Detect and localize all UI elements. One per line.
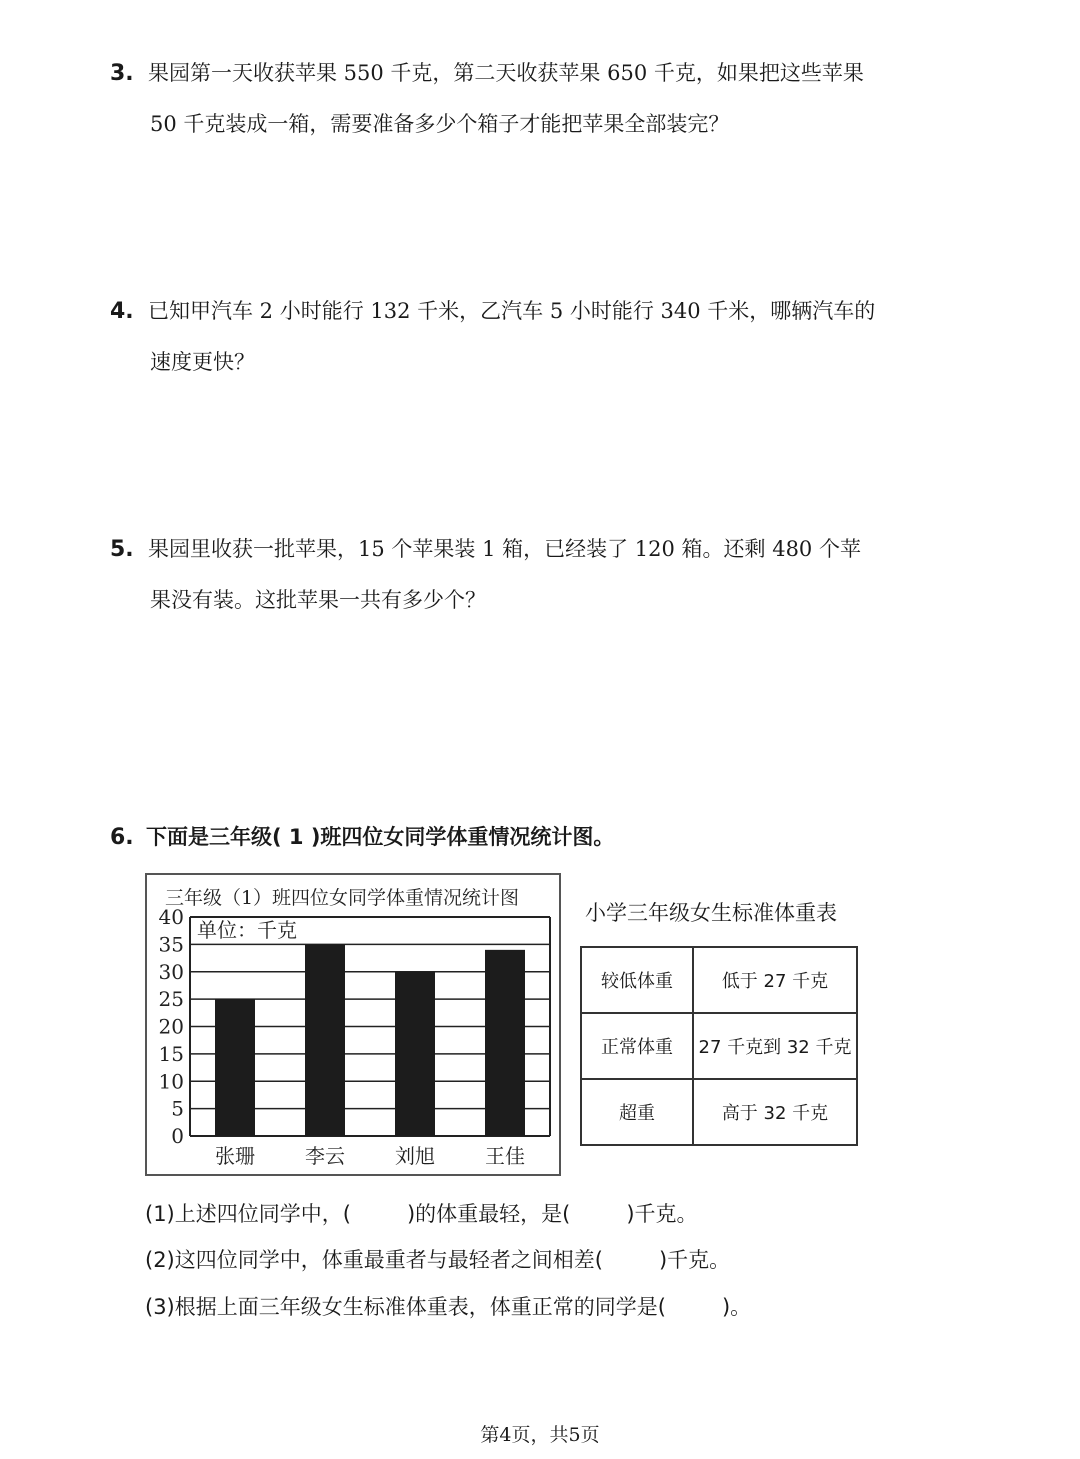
question-number: 6. — [110, 825, 134, 850]
table-cell-label: 正常体重 — [581, 1013, 693, 1079]
question-number: 5. — [110, 537, 134, 562]
question-number: 4. — [110, 299, 134, 324]
bar — [485, 950, 525, 1136]
table-cell-label: 较低体重 — [581, 947, 693, 1013]
table-cell-label: 超重 — [581, 1079, 693, 1145]
subquestion-text: )。 — [721, 1295, 752, 1319]
table-row — [581, 947, 857, 1013]
subquestion-text: (2)这四位同学中，体重最重者与最轻者之间相差( — [145, 1248, 603, 1272]
subquestion-2 — [145, 1244, 730, 1274]
question-text: 下面是三年级( 1 )班四位女同学体重情况统计图。 — [146, 825, 615, 849]
subquestion-text: )的体重最轻，是( — [406, 1202, 571, 1226]
question-text-line: 果园里收获一批苹果，15 个苹果装 1 箱，已经装了 120 箱。还剩 480 个苹 — [148, 537, 861, 561]
table-cell-value: 27 千克到 32 千克 — [693, 1013, 857, 1079]
subquestion-3 — [145, 1291, 751, 1321]
question-6 — [110, 812, 910, 863]
question-3 — [110, 48, 910, 149]
chart-unit-label: 单位：千克 — [197, 918, 297, 942]
table-row — [581, 1079, 857, 1145]
question-text-line: 果园第一天收获苹果 550 千克，第二天收获苹果 650 千克，如果把这些苹果 — [148, 61, 864, 85]
subquestion-text: (3)根据上面三年级女生标准体重表，体重正常的同学是( — [145, 1295, 666, 1319]
table-cell-value: 高于 32 千克 — [693, 1079, 857, 1145]
x-tick-label: 刘旭 — [395, 1144, 435, 1168]
y-tick-label: 35 — [158, 932, 184, 957]
page-footer: 第4页，共5页 — [480, 1424, 600, 1446]
y-tick-label: 0 — [171, 1124, 184, 1148]
y-tick-label: 10 — [158, 1069, 184, 1094]
y-tick-label: 40 — [158, 905, 184, 929]
bar — [215, 999, 255, 1136]
x-tick-label: 王佳 — [485, 1144, 525, 1168]
y-tick-label: 15 — [158, 1041, 184, 1066]
question-text-line: 速度更快？ — [150, 350, 255, 374]
question-text-line: 50 千克装成一箱，需要准备多少个箱子才能把苹果全部装完？ — [150, 112, 730, 136]
question-4 — [110, 286, 910, 387]
x-tick-label: 李云 — [305, 1144, 345, 1168]
question-5 — [110, 524, 910, 625]
y-tick-label: 25 — [158, 987, 184, 1012]
table-row — [581, 1013, 857, 1079]
standard-weight-table — [580, 946, 858, 1146]
table-cell-value: 低于 27 千克 — [693, 947, 857, 1013]
bar — [395, 972, 435, 1136]
y-tick-label: 20 — [158, 1014, 184, 1039]
subquestion-text: (1)上述四位同学中，( — [145, 1202, 351, 1226]
question-text-line: 已知甲汽车 2 小时能行 132 千米，乙汽车 5 小时能行 340 千米，哪辆汽车的 — [148, 299, 876, 323]
bar-chart — [145, 873, 561, 1176]
x-tick-label: 张珊 — [215, 1144, 255, 1168]
question-text-line: 果没有装。这批苹果一共有多少个？ — [150, 588, 486, 612]
subquestion-text: )千克。 — [626, 1202, 698, 1226]
subquestion-1 — [145, 1198, 698, 1228]
bar — [305, 944, 345, 1136]
y-tick-label: 30 — [158, 959, 184, 984]
question-number: 3. — [110, 61, 134, 86]
chart-title: 三年级（1）班四位女同学体重情况统计图 — [164, 887, 520, 909]
standard-table-title: 小学三年级女生标准体重表 — [585, 901, 837, 925]
y-tick-label: 5 — [171, 1096, 184, 1121]
subquestion-text: )千克。 — [658, 1248, 731, 1272]
